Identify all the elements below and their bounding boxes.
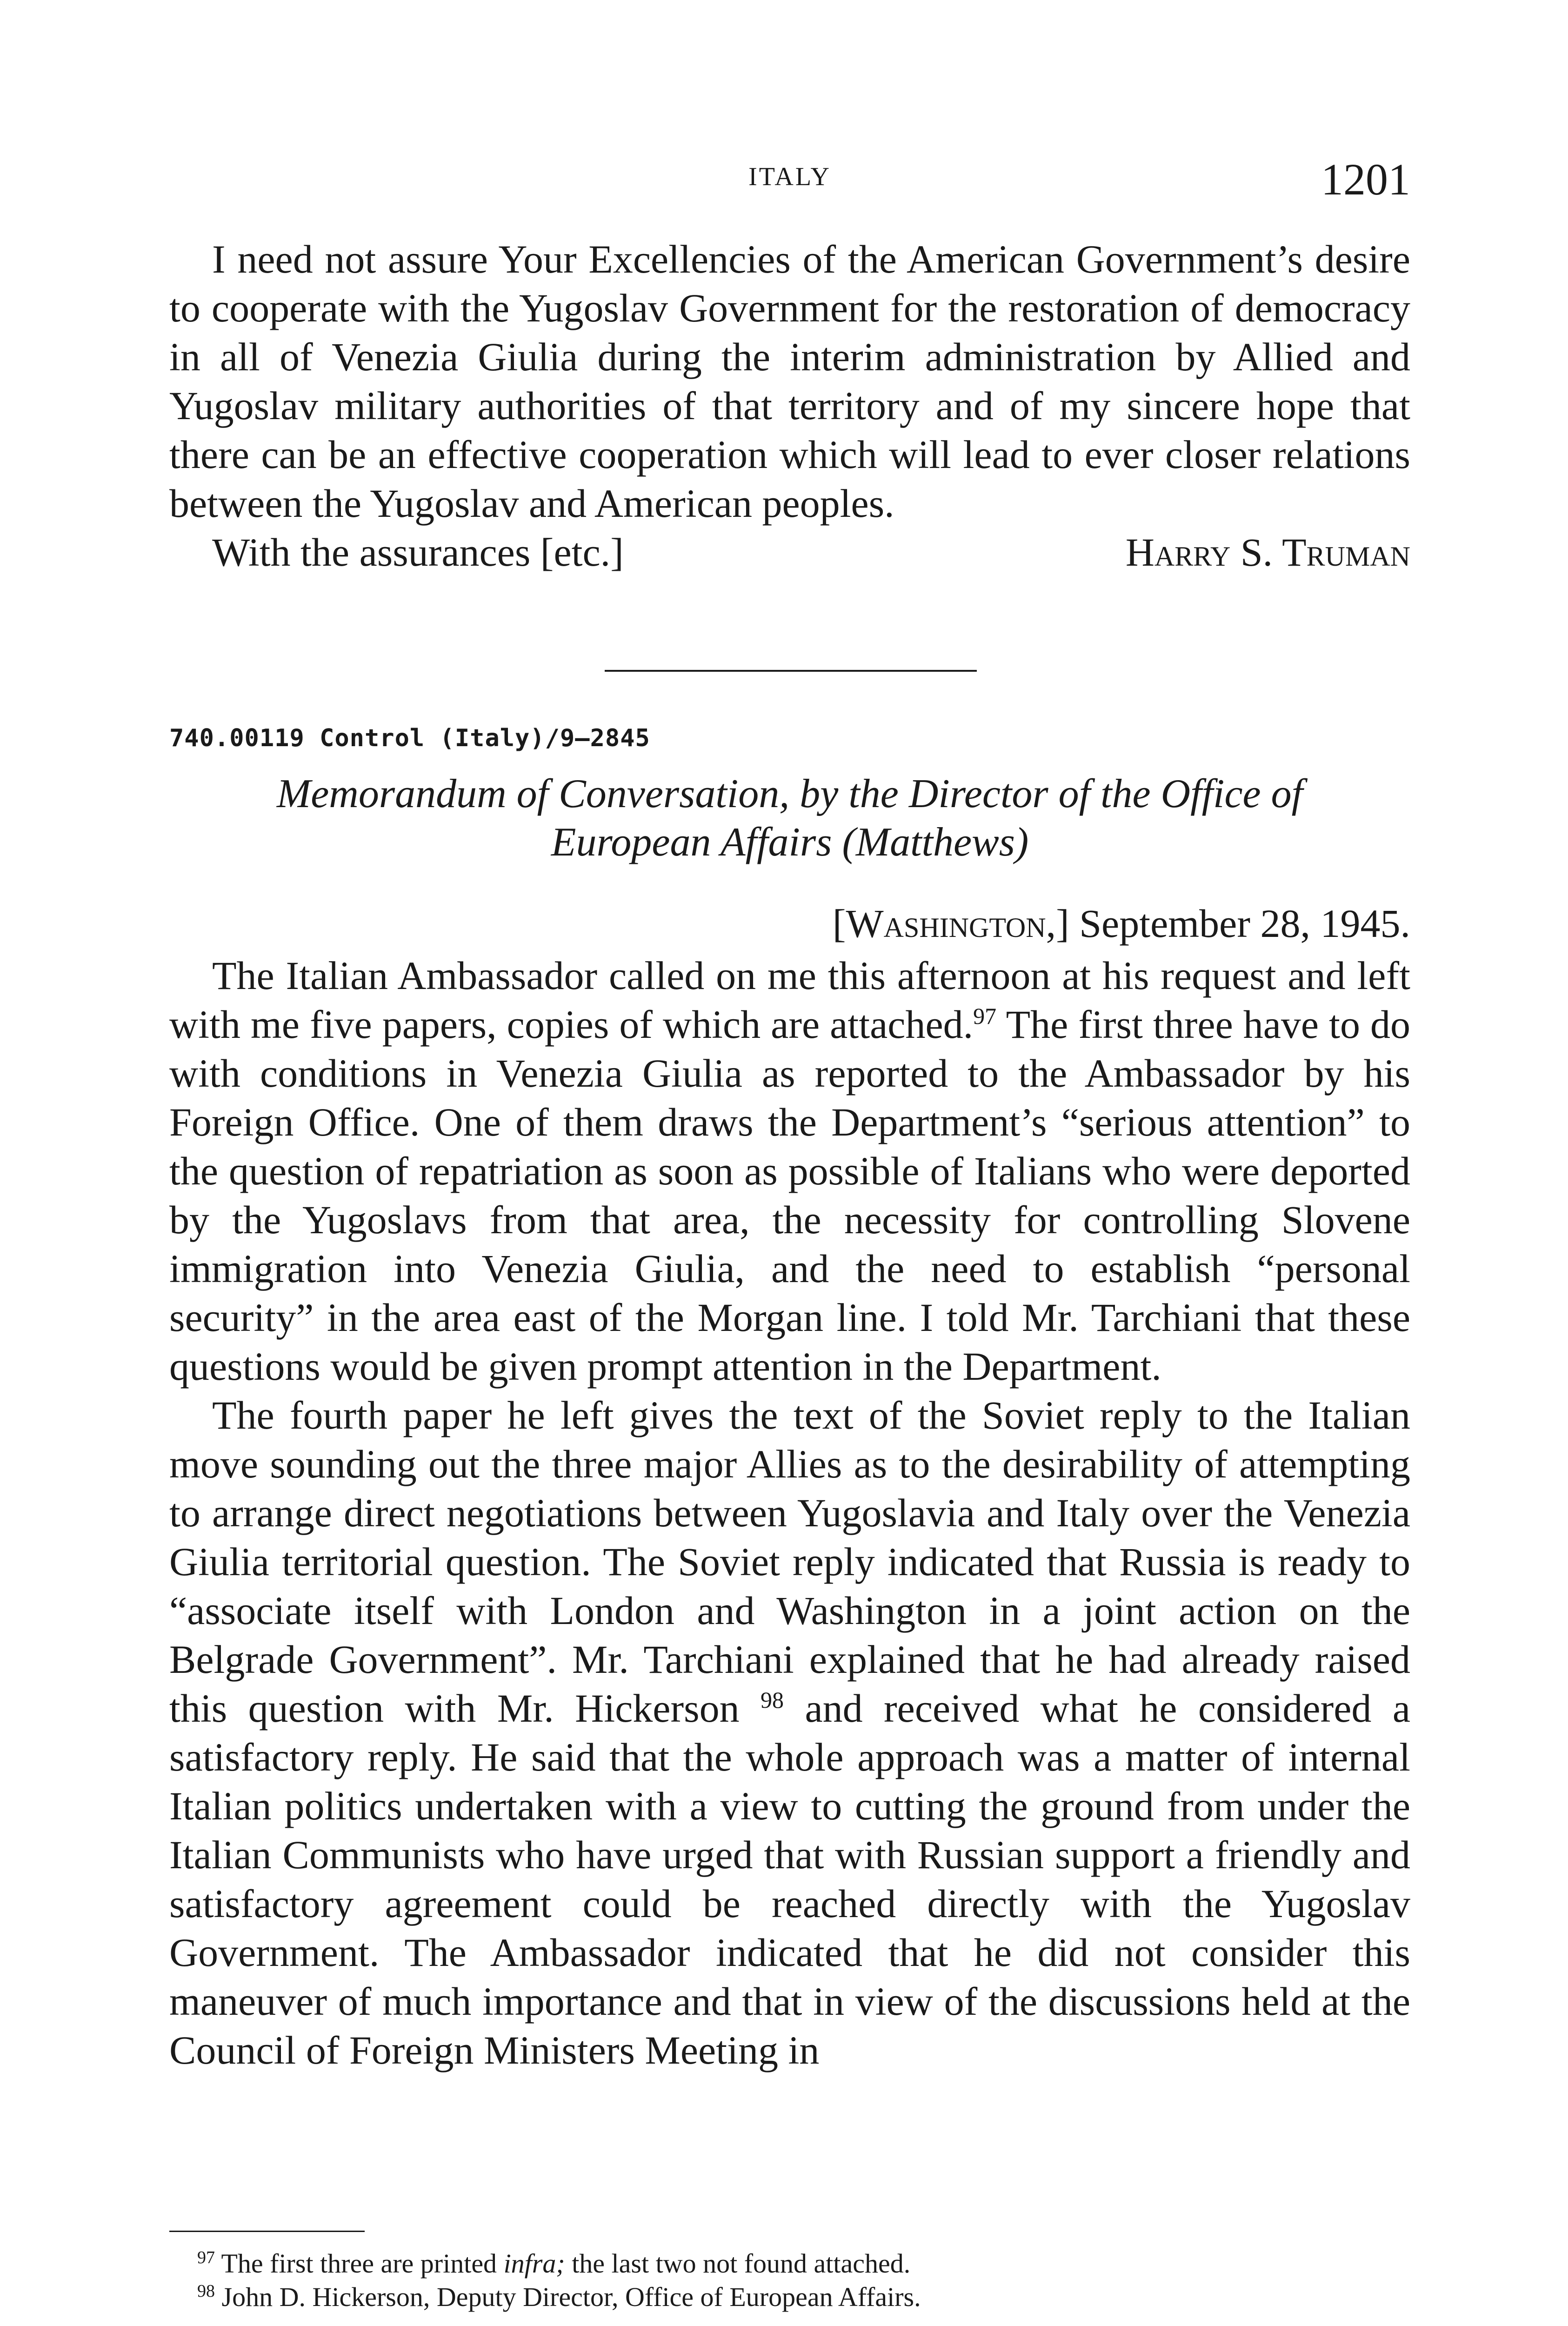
dateline <box>169 900 1410 947</box>
memo-paragraph-2 <box>169 1391 1410 2075</box>
memo-paragraph-1-text-a: The Italian Ambassador called on me this afternoon at his request and left with me five papers, copies of which are attached. <box>169 953 1410 1047</box>
footnote-marker: 98 <box>197 2281 215 2301</box>
letter-paragraph: I need not assure Your Excellencies of the American Government’s desire to cooperate with the Yugoslav Government for the restoration of democracy in all of Venezia Giulia during the interim administration by Allied and Yugoslav military authorities of that territory and of my sincere hope that there can be an effective cooperation which will lead to ever closer relations between the Yugoslav and American peoples. <box>169 237 1410 526</box>
page-number: 1201 <box>1321 154 1410 204</box>
footnote-rule <box>169 2231 365 2232</box>
footnote-marker: 97 <box>197 2248 215 2267</box>
footnote-ref-97: 97 <box>973 1003 997 1029</box>
footnote-text: John D. Hickerson, Deputy Director, Office of European Affairs. <box>221 2282 921 2312</box>
running-head: ITALY <box>748 162 831 191</box>
document-title <box>169 770 1410 867</box>
memo-body <box>169 951 1410 2075</box>
document-page <box>169 0 1410 2326</box>
memo-paragraph-2-text-b: and received what he considered a satisfactory reply. He said that the whole approach was a matter of internal Italian politics undertaken with a view to cutting the ground from under the Italian Communists who have urged that with Russian support a friendly and satisfactory agreement could be reached directly with the Yugoslav Government. The Ambassador indicated that he did not consider this maneuver of much importance and that in view of the discussions held at the Council of Foreign Ministers Meeting in <box>169 1686 1410 2072</box>
dateline-date: September 28, 1945. <box>1079 901 1410 946</box>
footnote-98 <box>169 2280 1410 2314</box>
letter-section <box>169 235 1410 577</box>
section-divider <box>605 670 977 672</box>
footnotes <box>169 2247 1410 2314</box>
page-header <box>169 154 1410 204</box>
memo-paragraph-1-text-b: The first three have to do with conditions in Venezia Giulia as reported to the Ambassador by his Foreign Office. One of them draws the Department’s “serious attention” to the question of repatriation as soon as possible of Italians who were deported by the Yugoslavs from that area, the necessity for controlling Slovene immigration into Venezia Giulia, and the need to establish “personal security” in the area east of the Morgan line. I told Mr. Tarchiani that these questions would be given prompt attention in the Department. <box>169 1002 1411 1389</box>
footnote-97 <box>169 2247 1410 2280</box>
file-number: 740.00119 Control (Italy)/9–2845 <box>169 724 650 752</box>
closing-phrase: With the assurances [etc.] <box>212 530 624 575</box>
document-title-line-2: European Affairs (Matthews) <box>551 820 1029 865</box>
footnote-text: The first three are printed <box>221 2248 504 2279</box>
dateline-place: [Washington,] <box>832 901 1069 946</box>
signature: Harry S. Truman <box>1125 530 1410 575</box>
document-title-line-1: Memorandum of Conversation, by the Director of the Office of <box>276 771 1303 816</box>
memo-paragraph-1 <box>169 951 1410 1391</box>
footnote-italic-text: infra; <box>503 2248 565 2279</box>
memo-paragraph-2-text-a: The fourth paper he left gives the text of the Soviet reply to the Italian move sounding out the three major Allies as to the desirability of attempting to arrange direct negotiations between Yugoslavia and Italy over the Venezia Giulia territorial question. The Soviet reply indicated that Russia is ready to “associate itself with London and Washington in a joint action on the Belgrade Government”. Mr. Tarchiani explained that he had already raised this question with Mr. Hickerson <box>169 1393 1410 1731</box>
footnote-ref-98: 98 <box>761 1687 784 1713</box>
footnote-text-b: the last two not found attached. <box>565 2248 911 2279</box>
letter-closing <box>169 528 1410 577</box>
